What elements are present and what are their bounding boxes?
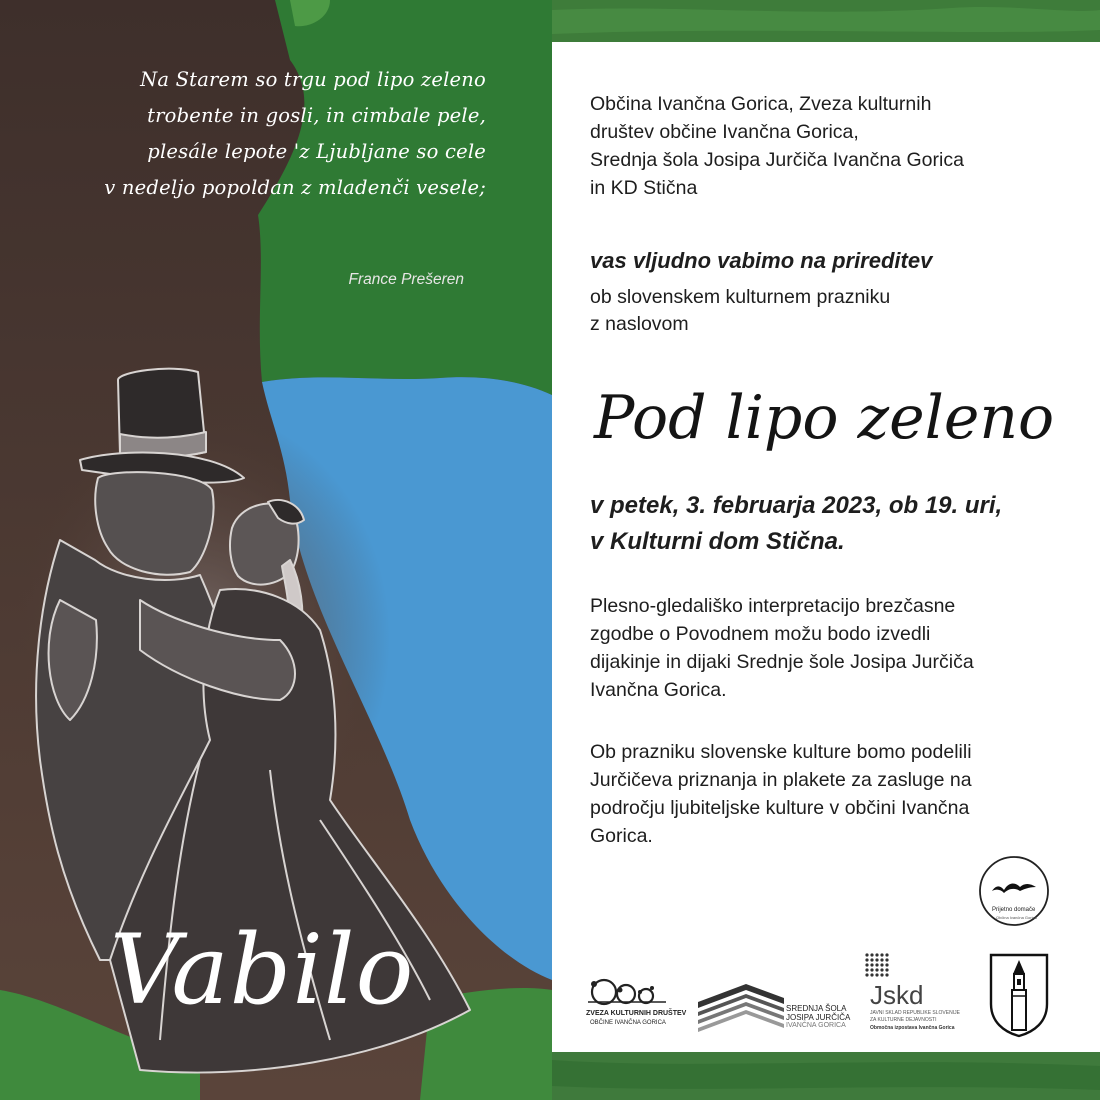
- jskd-line3: Območna izpostava Ivančna Gorica: [870, 1025, 955, 1031]
- sola-line1: SREDNJA ŠOLA: [786, 1004, 847, 1013]
- sola-line3: IVANČNA GORICA: [786, 1022, 846, 1029]
- jskd-line2: ZA KULTURNE DEJAVNOSTI: [870, 1017, 937, 1023]
- description-line: Plesno-gledališko interpretacijo brezčasne: [590, 595, 956, 617]
- event-place: v Kulturni dom Stična.: [590, 528, 845, 555]
- invitation-sub-line: z naslovom: [590, 313, 689, 335]
- sola-line2: JOSIPA JURČIČA: [786, 1013, 851, 1022]
- organizers: [590, 90, 964, 202]
- event-date-place: [590, 488, 1002, 560]
- awards-line: Ob prazniku slovenske kulture bomo podelili: [590, 741, 972, 763]
- event-title: Pod lipo zeleno: [594, 383, 1055, 453]
- poem-stanza: [60, 62, 486, 206]
- organizer-line: društev občine Ivančna Gorica,: [590, 121, 859, 143]
- description-line: zgodbe o Povodnem možu bodo izvedli: [590, 623, 931, 645]
- cover-title: Vabilo: [110, 914, 415, 1026]
- organizer-line: Občina Ivančna Gorica, Zveza kulturnih: [590, 93, 932, 115]
- zkd-line1: ZVEZA KULTURNIH DRUŠTEV: [586, 1010, 687, 1017]
- poem-line: v nedeljo popoldan z mladenči vesele;: [104, 176, 486, 199]
- invitation-lead: vas vljudno vabimo na prireditev: [590, 248, 933, 273]
- zkd-logo: [580, 970, 687, 1032]
- invitation-sub: [590, 284, 890, 338]
- prijetno-line2: Občina Ivančna Gorica: [996, 915, 1037, 920]
- srednja-sola-logo: [696, 982, 851, 1032]
- awards-line: področju ljubiteljske kulture v občini Ivančna: [590, 797, 970, 819]
- invitation-sub-line: ob slovenskem kulturnem prazniku: [590, 286, 891, 308]
- awards-text: [590, 738, 972, 850]
- school-building-icon: [696, 982, 786, 1032]
- event-description: [590, 592, 974, 704]
- prijetno-domace-logo: [978, 855, 1050, 927]
- event-date: v petek, 3. februarja 2023, ob 19. uri,: [590, 492, 1003, 519]
- poem-author: France Prešeren: [348, 271, 464, 288]
- poem-line: trobente in gosli, in cimbale pele,: [147, 104, 486, 127]
- zkd-line2: OBČINE IVANČNA GORICA: [590, 1020, 666, 1026]
- poem-line: plesále lepote 'z Ljubljane so cele: [147, 140, 486, 163]
- prijetno-line1: Prijetno domače: [992, 907, 1036, 913]
- coat-of-arms-logo: [988, 952, 1050, 1038]
- jskd-line1: JAVNI SKLAD REPUBLIKE SLOVENIJE: [870, 1010, 960, 1016]
- jskd-dot-grid-icon: [864, 952, 890, 982]
- organizer-line: in KD Stična: [590, 177, 698, 199]
- jskd-logo: [864, 952, 964, 1034]
- poem-line: Na Starem so trgu pod lipo zeleno: [140, 68, 486, 91]
- zkd-circles-icon: [580, 970, 680, 1010]
- description-line: dijakinje in dijaki Srednje šole Josipa Jurčiča: [590, 651, 974, 673]
- description-line: Ivančna Gorica.: [590, 679, 727, 701]
- awards-line: Gorica.: [590, 825, 653, 847]
- organizer-line: Srednja šola Josipa Jurčiča Ivančna Gorica: [590, 149, 964, 171]
- shield-tower-icon: [988, 952, 1050, 1038]
- jskd-name: Jskd: [870, 980, 924, 1010]
- awards-line: Jurčičeva priznanja in plakete za zasluge na: [590, 769, 972, 791]
